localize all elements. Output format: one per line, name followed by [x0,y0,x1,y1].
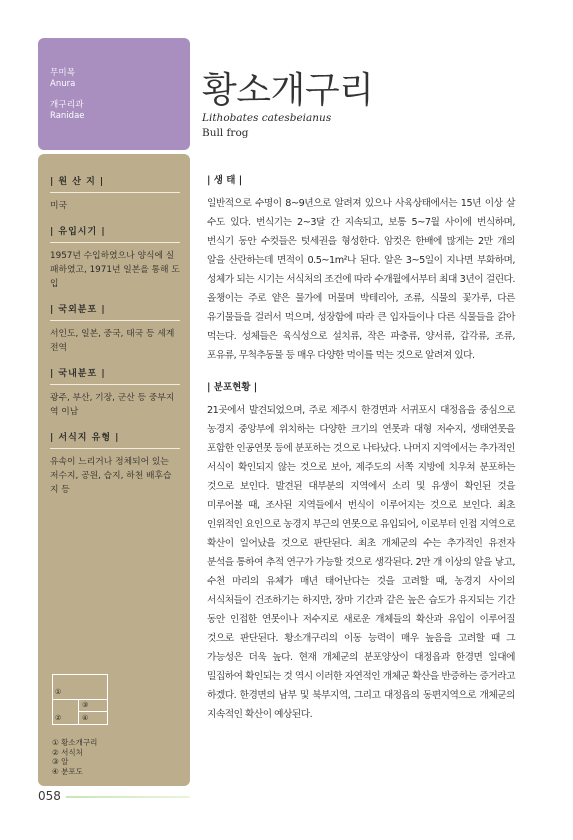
distribution-heading: | 분포현황 | [207,382,258,393]
ecology-paragraph: 일반적으로 수명이 8~9년으로 알려져 있으나 사육상태에서는 15년 이상 살 수도 있다. 번식기는 2~3달 간 지속되고, 보통 5~7월 사이에 번식하며, 번식기 동안 수컷들은 텃세권을 형성한다. 암컷은 한배에 많게는 2만 개의 알을 산란하는데 면적이 0.5~1m²나 된다. 알은 3~5일이 지나면 부화하며, 성체가 되는 시기는 서식처의 조건에 따라 수개월에서부터 최대 3년이 걸린다. 올챙이는 주로 얕은 물가에 머물며 박테리아, 조류, 식물의 꽃가루, 다른 유기물들을 걸러서 먹으며, 성장함에 따라 큰 입자들이나 다른 식물들을 갉아 먹는다. 성체들은 육식성으로 설치류, 작은 파충류, 양서류, 갑각류, 조류, 포유류, 무척추동물 등 매우 다양한 먹이를 먹는 것으로 알려져 있다. [207,198,515,361]
habitat-type-heading: | 서식지 유형 | [50,432,180,449]
domestic-distribution-section [50,368,180,419]
taxonomy-box [38,38,190,150]
grid-label-2: ② [55,714,62,722]
introduction-heading: | 유입시기 | [50,226,180,243]
grid-label-4: ④ [82,714,89,722]
habitat-type-section [50,432,180,497]
habitat-type-text: 유속이 느리거나 정체되어 있는 저수지, 공원, 습지, 하천 배후습지 등 [50,457,172,495]
order-english: Anura [50,79,76,89]
legend-item: ① 황소개구리 [52,738,98,747]
overseas-distribution-section [50,304,180,355]
introduction-text: 1957년 수입하였으나 양식에 실패하였고, 1971년 일본을 통해 도입 [50,251,180,289]
introduction-section [50,226,180,291]
scientific-name: Lithobates catesbeianus [202,112,332,124]
overseas-distribution-text: 서인도, 일본, 중국, 태국 등 세계 전역 [50,329,175,353]
origin-section [50,176,180,213]
grid-label-3: ③ [82,701,89,709]
page-number: 058 [38,789,61,803]
species-title: 황소개구리 [202,70,374,111]
grid-label-1: ① [55,688,62,696]
domestic-distribution-text: 광주, 부산, 기장, 군산 등 중부지역 이남 [50,393,175,417]
origin-heading: | 원 산 지 | [50,176,180,193]
page-number-bar [66,796,190,798]
overseas-distribution-heading: | 국외분포 | [50,304,180,321]
legend-item: ④ 분포도 [52,766,83,776]
grid-cell-1 [52,674,108,700]
photo-legend [52,738,97,776]
distribution-paragraph: 21곳에서 발견되었으며, 주로 제주시 한경면과 서귀포시 대정읍을 중심으로 농경지 중앙부에 위치하는 다양한 크기의 연못과 대형 저수지, 생태연못을 포함한 인공연못 등에 분포하는 것으로 나타났다. 나머지 지역에서는 추가적인 서식이 확인되지 않는 것으로 보아, 제주도의 서쪽 지방에 치우쳐 분포하는 것으로 보인다. 발견된 대부분의 지역에서 소리 및 유생이 확인된 것을 미루어볼 때, 조사된 지역들에서 번식이 이루어지는 것으로 보인다. 최초 인위적인 요인으로 농경지 부근의 연못으로 유입되어, 이로부터 인접 지역으로 확산이 일어났을 것으로 판단된다. 최초 개체군의 수는 추가적인 유전자 분석을 통하여 추적 연구가 가능할 것으로 생각된다. 2만 개 이상의 알을 낳고, 수천 마리의 유체가 매년 태어난다는 것을 고려할 때, 농경지 사이의 서식처들이 건조하기는 하지만, 장마 기간과 같은 높은 습도가 유지되는 기간 동안 인접한 연못이나 저수지로 새로운 개체들의 확산과 유입이 이루어질 것으로 판단된다. 황소개구리의 이동 능력이 매우 높음을 고려할 때 그 가능성은 더욱 높다. 현재 개체군의 분포양상이 대정읍과 한경면 일대에 밀집하여 확인되는 것 역시 이러한 자연적인 개체군 확산을 반증하는 증거라고 하겠다. 한경면의 남부 및 북부지역, 그리고 대정읍의 동편지역으로 개체군의 지속적인 확산이 예상된다. [207,405,515,720]
common-name: Bull frog [202,127,249,139]
ecology-heading: | 생 태 | [207,175,243,186]
legend-item: ② 서식처 [52,747,83,757]
info-sidebar [38,154,190,786]
main-content [207,174,515,724]
family-korean: 개구리과 [50,100,84,110]
family-english: Ranidae [50,111,85,121]
domestic-distribution-heading: | 국내분포 | [50,368,180,385]
order-korean: 무미목 [50,68,76,78]
legend-item: ③ 알 [52,757,69,766]
origin-text: 미국 [50,201,67,211]
